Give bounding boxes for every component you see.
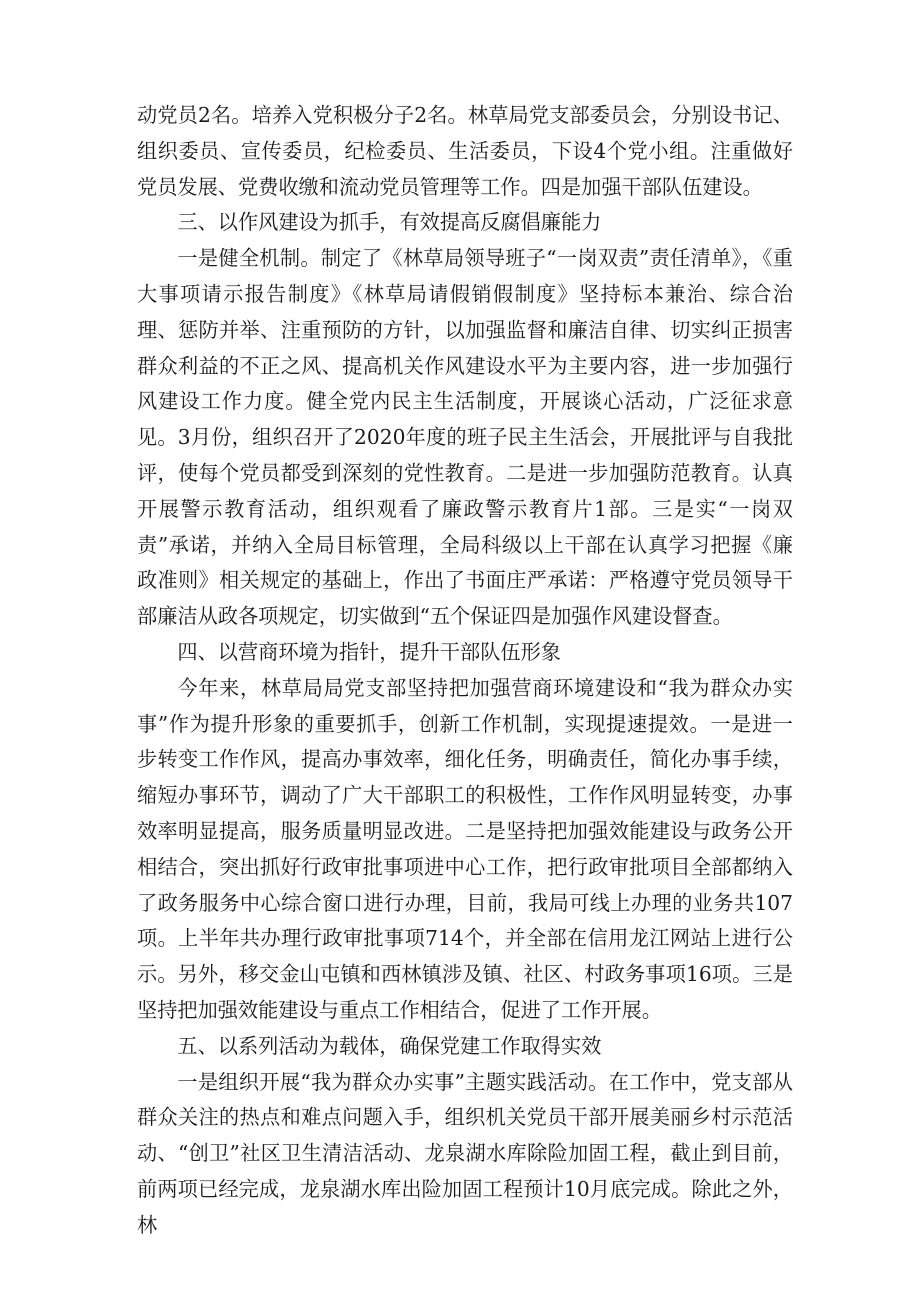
- paragraph-business-environment: 今年来，林草局局党支部坚持把加强营商环境建设和“我为群众办实事”作为提升形象的重要抓手，创新工作机制，实现提速提效。一是进一步转变工作作风，提高办事效率，细化任务，明确责任，简化办事手续，缩短办事环节，调动了广大干部职工的积极性，工作作风明显转变，办事效率明显提高，服务质量明显改进。二是坚持把加强效能建设与政务公开相结合，突出抓好行政审批事项进中心工作，把行政审批项目全部都纳入了政务服务中心综合窗口进行办理，目前，我局可线上办理的业务共107项。上半年共办理行政审批事项714个，并全部在信用龙江网站上进行公示。另外，移交金山屯镇和西林镇涉及镇、社区、村政务事项16项。三是坚持把加强效能建设与重点工作相结合，促进了工作开展。: [137, 675, 793, 1022]
- paragraph-style-building: 一是健全机制。制定了《林草局领导班子“一岗双责”责任清单》，《重大事项请示报告制度》《林草局请假销假制度》坚持标本兼治、综合治理、惩防并举、注重预防的方针，以加强监督和廉洁自律、切实纠正损害群众利益的不正之风、提高机关作风建设水平为主要内容，进一步加强行风建设工作力度。健全党内民主生活制度，开展谈心活动，广泛征求意见。3月份，组织召开了2020年度的班子民主生活会，开展批评与自我批评，使每个党员都受到深刻的党性教育。二是进一步加强防范教育。认真开展警示教育活动，组织观看了廉政警示教育片1部。三是实“一岗双责”承诺，并纳入全局目标管理，全局科级以上干部在认真学习把握《廉政准则》相关规定的基础上，作出了书面庄严承诺：严格遵守党员领导干部廉洁从政各项规定，切实做到“五个保证四是加强作风建设督查。: [137, 246, 793, 629]
- document-page: [137, 98, 793, 1244]
- section-heading-4: 四、以营商环境为指针，提升干部队伍形象: [177, 639, 561, 664]
- section-heading-3: 三、以作风建设为抓手，有效提高反腐倡廉能力: [177, 210, 602, 235]
- paragraph-activities: 一是组织开展“我为群众办实事”主题实践活动。在工作中，党支部从群众关注的热点和难点问题入手，组织机关党员干部开展美丽乡村示范活动、“创卫”社区卫生清洁活动、龙泉湖水库除险加固工程，截止到目前，前两项已经完成，龙泉湖水库出险加固工程预计10月底完成。除此之外，林: [137, 1069, 793, 1237]
- section-heading-5: 五、以系列活动为载体，确保党建工作取得实效: [177, 1033, 602, 1058]
- paragraph-party-members: 动党员2名。培养入党积极分子2名。林草局党支部委员会，分别设书记、组织委员、宣传委员，纪检委员、生活委员，下设4个党小组。注重做好党员发展、党费收缴和流动党员管理等工作。四是加强干部队伍建设。: [137, 103, 793, 199]
